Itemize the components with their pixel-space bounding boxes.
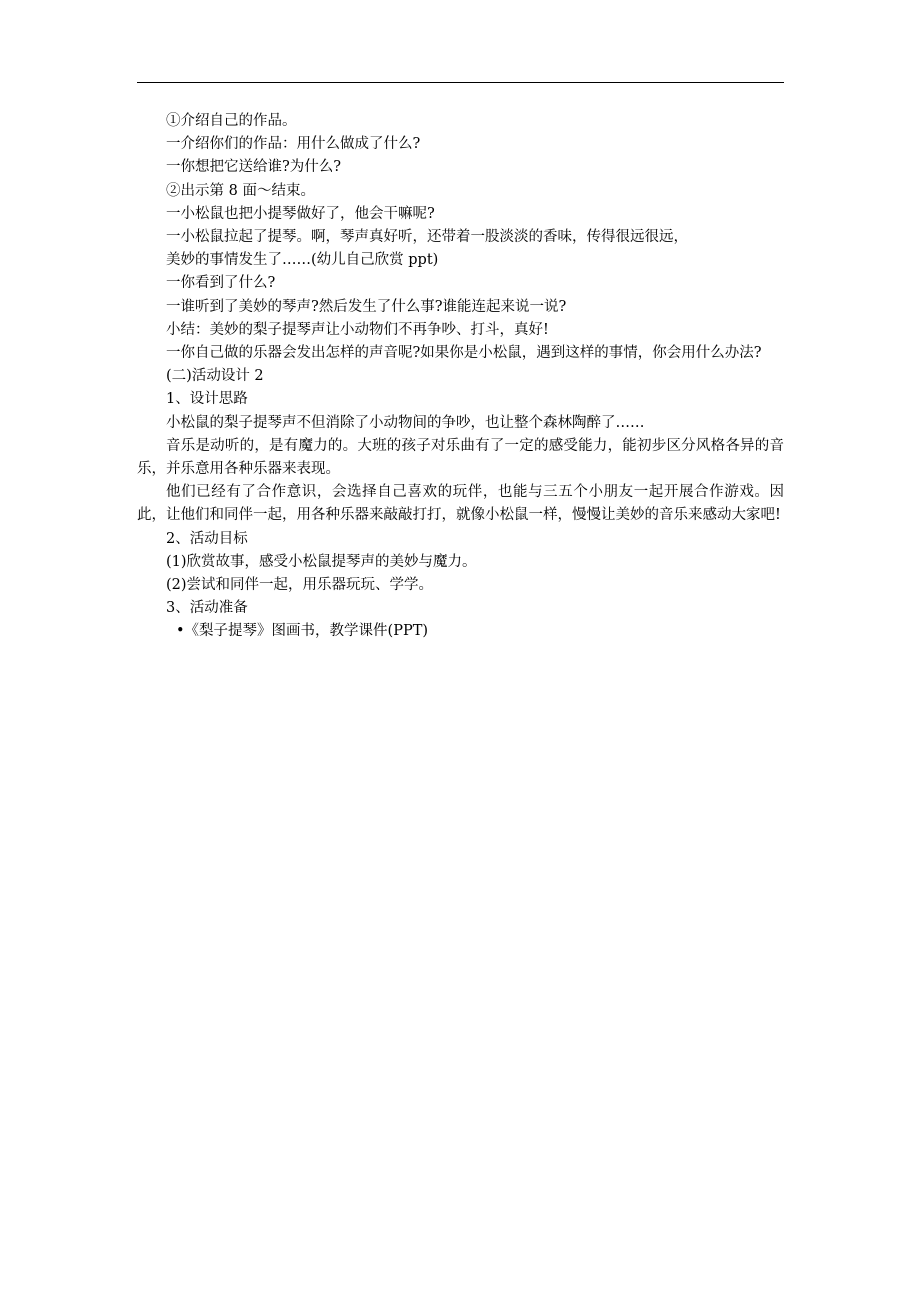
paragraph-show-page-8: ②出示第 8 面～结束。 (166, 182, 315, 199)
header-rule (137, 82, 784, 83)
section-heading-activity-design-2: (二)活动设计 2 (166, 368, 264, 385)
subheading-activity-preparation: 3、活动准备 (166, 600, 248, 617)
paragraph-intro-own-work: ①介绍自己的作品。 (166, 113, 297, 129)
goal-item-2: (2)尝试和同伴一起，用乐器玩玩、学学。 (166, 577, 434, 594)
goal-item-1: (1)欣赏故事，感受小松鼠提琴声的美妙与魔力。 (166, 553, 477, 570)
document-body (137, 110, 784, 644)
paragraph-violin-sound: 小松鼠的梨子提琴声不但消除了小动物间的争吵，也让整个森林陶醉了…… (166, 414, 645, 431)
paragraph-cooperation: 他们已经有了合作意识，会选择自己喜欢的玩伴，也能与三五个小朋友一起开展合作游戏。因此，让他们和同伴一起，用各种乐器来敲敲打打，就像小松鼠一样，慢慢让美妙的音乐来感动大家吧! (137, 484, 784, 524)
subheading-activity-goals: 2、活动目标 (166, 530, 248, 547)
paragraph-squirrel-violin-done: 一小松鼠也把小提琴做好了，他会干嘛呢? (166, 205, 435, 222)
preparation-item: •《梨子提琴》图画书，教学课件(PPT) (176, 623, 429, 640)
paragraph-introduce-work-question: 一介绍你们的作品：用什么做成了什么? (166, 136, 421, 153)
subheading-design-idea: 1、设计思路 (166, 391, 248, 408)
paragraph-own-instrument-question: 一你自己做的乐器会发出怎样的声音呢?如果你是小松鼠，遇到这样的事情，你会用什么办法? (166, 345, 762, 362)
paragraph-wonderful-thing: 美妙的事情发生了……(幼儿自己欣赏 ppt) (166, 252, 439, 269)
paragraph-what-did-you-see: 一你看到了什么? (166, 275, 276, 292)
paragraph-who-heard: 一谁听到了美妙的琴声?然后发生了什么事?谁能连起来说一说? (166, 298, 567, 315)
paragraph-summary: 小结：美妙的梨子提琴声让小动物们不再争吵、打斗，真好! (166, 321, 549, 338)
paragraph-gift-question: 一你想把它送给谁?为什么? (166, 159, 342, 176)
paragraph-music-magic: 音乐是动听的，是有魔力的。大班的孩子对乐曲有了一定的感受能力，能初步区分风格各异的音乐，并乐意用各种乐器来表现。 (137, 437, 784, 478)
paragraph-squirrel-plays: 一小松鼠拉起了提琴。啊，琴声真好听，还带着一股淡淡的香味，传得很远很远， (166, 229, 688, 246)
